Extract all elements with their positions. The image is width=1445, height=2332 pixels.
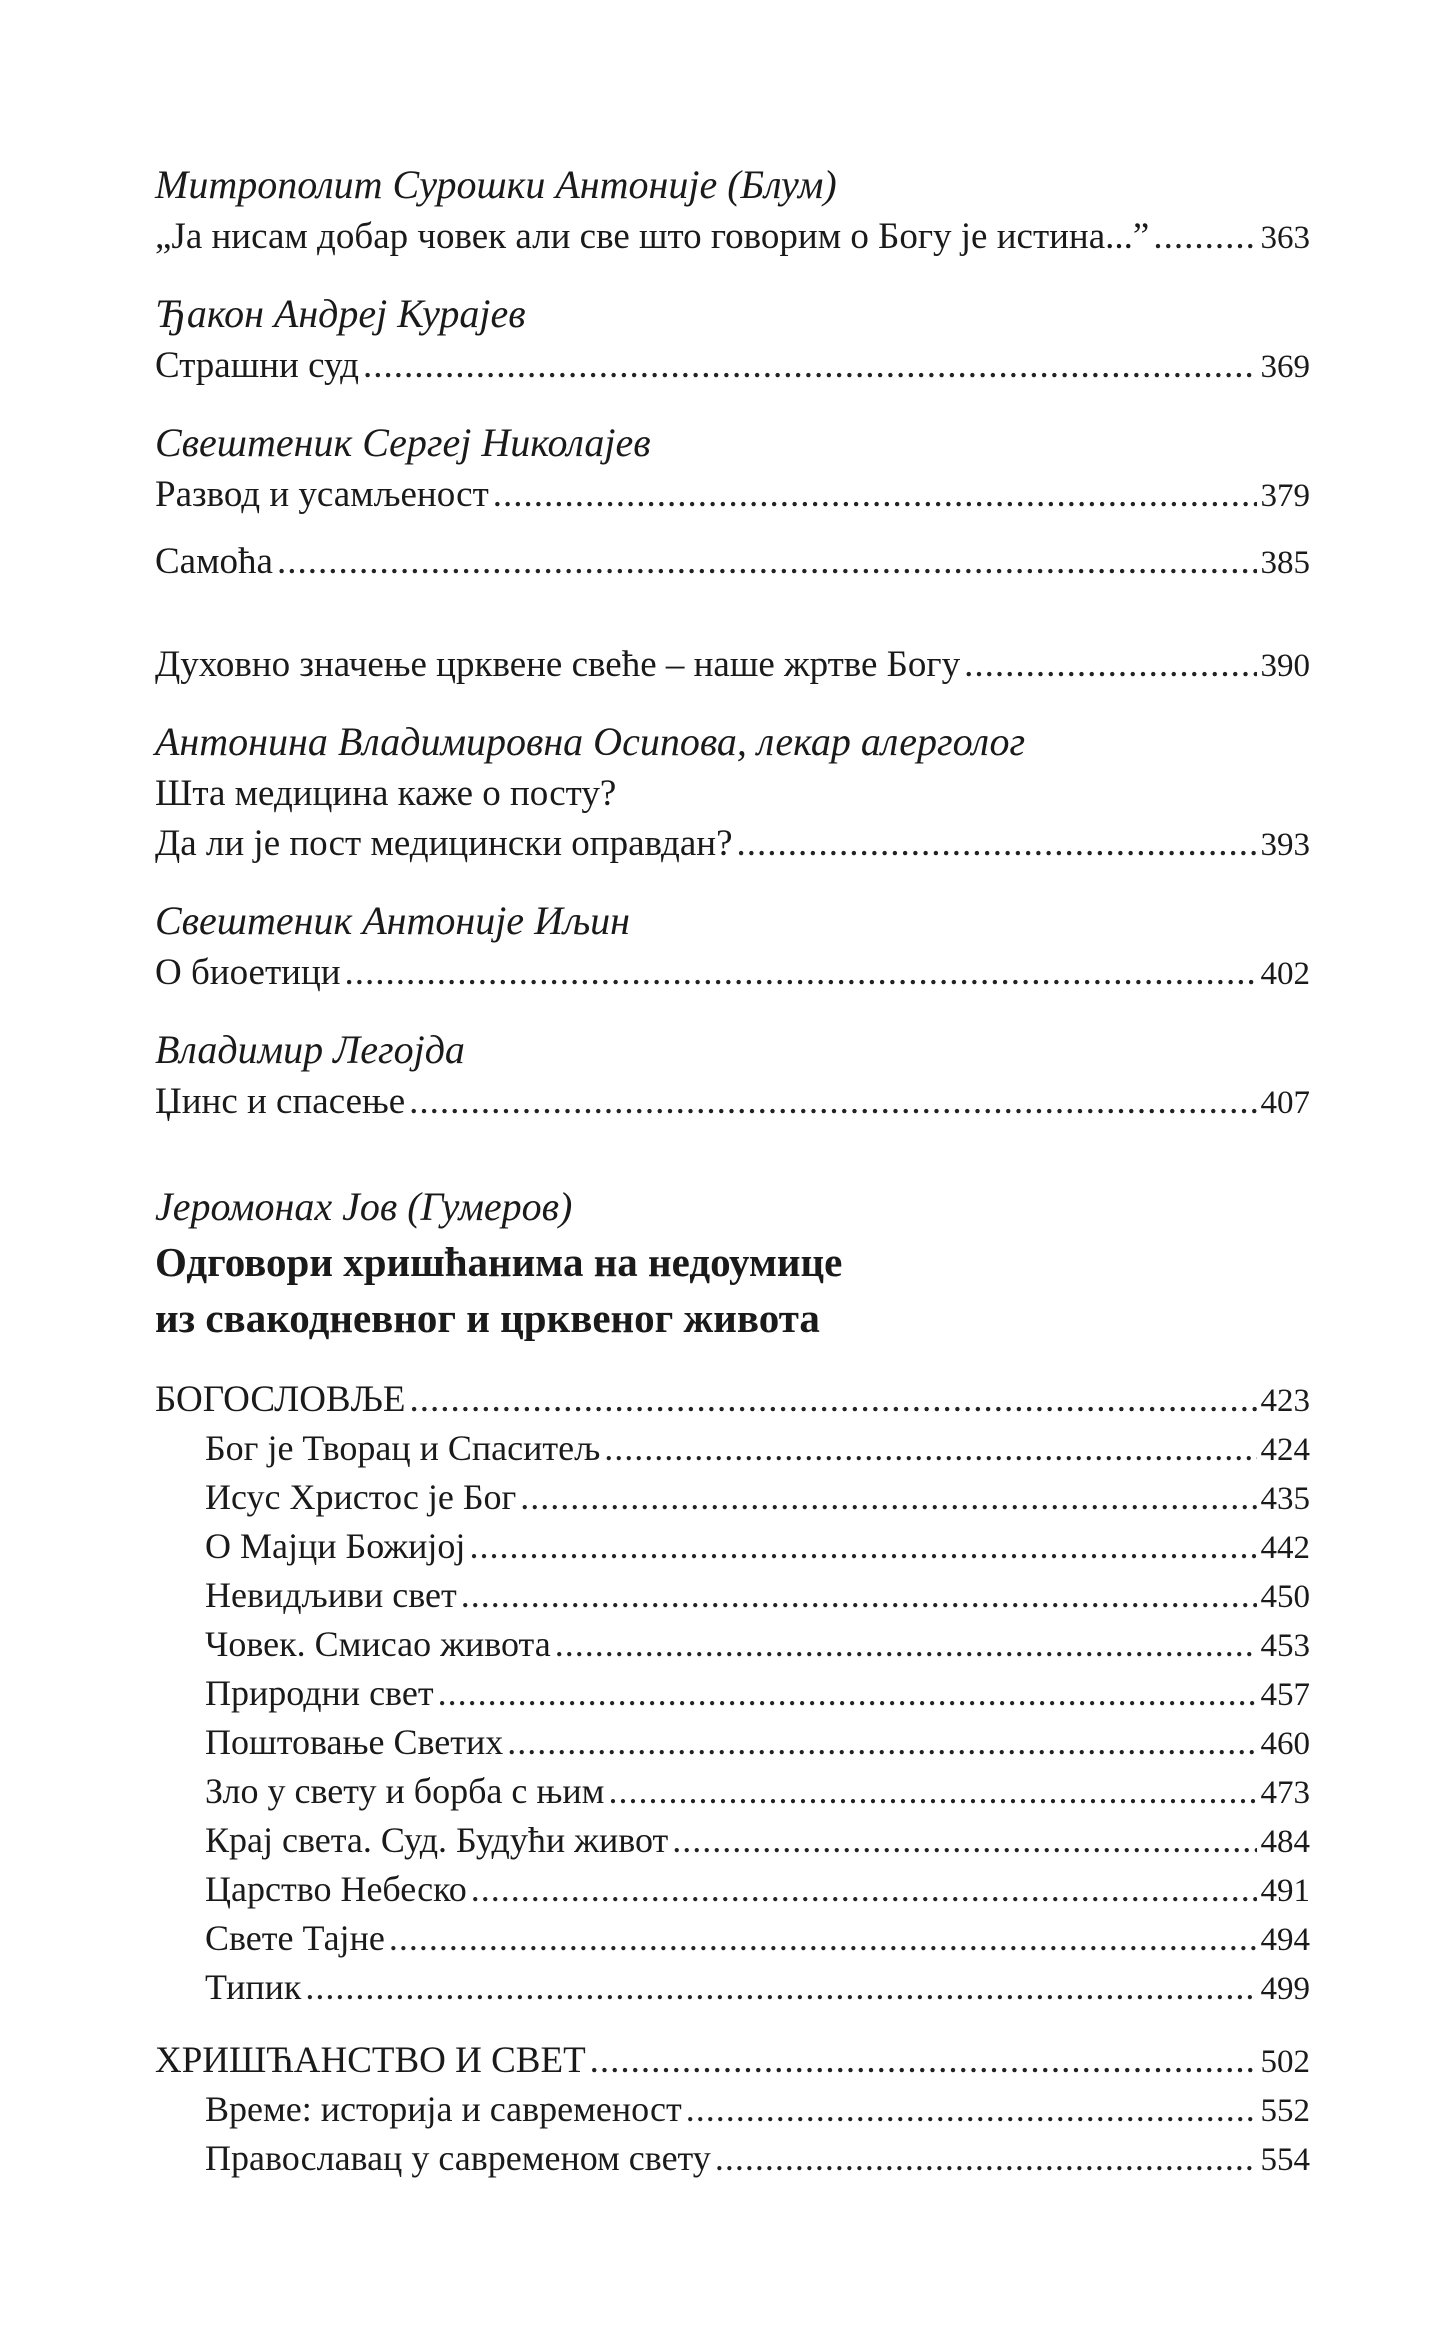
dot-leader: [438, 1670, 1257, 1717]
dot-leader: [590, 2037, 1257, 2085]
subsection-title: Царство Небеско: [205, 1869, 467, 1909]
section-line: [155, 2037, 1310, 2086]
book-title-line1: Одговори хришћанима на недоумице: [155, 1239, 843, 1285]
toc-entry: [155, 287, 1310, 392]
dot-leader: [608, 1768, 1256, 1815]
subsection-title: Типик: [205, 1967, 302, 2007]
entry-author: Свештеник Антоније Иљин: [155, 898, 630, 943]
dot-leader: [389, 1915, 1257, 1962]
entry-title: „Ја нисам добар човек али све што говорим о Богу је истина...”: [155, 216, 1150, 257]
section-line: [155, 1376, 1310, 1425]
page-number: 552: [1260, 2093, 1310, 2129]
page-number: 424: [1260, 1432, 1310, 1468]
page-number: 502: [1260, 2044, 1310, 2080]
page-number: 379: [1260, 478, 1310, 514]
subsection-title: Исус Христос је Бог: [205, 1477, 517, 1517]
dot-leader: [964, 640, 1256, 690]
page-number: 393: [1260, 827, 1310, 863]
entry-author: Митрополит Сурошки Антоније (Блум): [155, 162, 837, 207]
subsection-line: [155, 1621, 1310, 1670]
subsection-line: [155, 1866, 1310, 1915]
subsection-title: Поштовање Светих: [205, 1722, 504, 1762]
entry-title: Развод и усамљеност: [155, 474, 489, 515]
dot-leader: [715, 2135, 1257, 2182]
subsection-title: Крај света. Суд. Будући живот: [205, 1820, 669, 1860]
page-number: 491: [1260, 1873, 1310, 1909]
page-number: 442: [1260, 1530, 1310, 1566]
toc-line: [155, 212, 1310, 263]
dot-leader: [1153, 212, 1256, 262]
dot-leader: [409, 1376, 1256, 1424]
subsection-line: [155, 1719, 1310, 1768]
dot-leader: [555, 1621, 1257, 1668]
subsection-title: Бог је Творац и Спаситељ: [205, 1428, 601, 1468]
toc-line: [155, 341, 1310, 392]
table-of-contents: [155, 158, 1310, 2184]
book-block: [155, 1180, 1310, 1346]
page-number: 423: [1260, 1383, 1310, 1419]
subsection-line: [155, 1572, 1310, 1621]
dot-leader: [277, 537, 1257, 587]
page-number: 407: [1260, 1085, 1310, 1121]
page-number: 499: [1260, 1971, 1310, 2007]
subsection-line: [155, 1425, 1310, 1474]
entry-author: Свештеник Сергеј Николајев: [155, 420, 651, 465]
page-number: 435: [1260, 1481, 1310, 1517]
toc-line: [155, 769, 1310, 819]
subsection-line: [155, 2086, 1310, 2135]
subsection-line: [155, 2135, 1310, 2184]
toc-section: [155, 2037, 1310, 2184]
entry-title: Да ли је пост медицински оправдан?: [155, 823, 733, 864]
dot-leader: [493, 470, 1257, 520]
entry-author: Ђакон Андреј Курајев: [155, 291, 526, 336]
toc-entry: [155, 715, 1310, 870]
book-author: Јеромонах Јов (Гумеров): [155, 1184, 573, 1229]
toc-line: [155, 819, 1310, 870]
page-number: 402: [1260, 956, 1310, 992]
dot-leader: [507, 1719, 1256, 1766]
dot-leader: [686, 2086, 1257, 2133]
page-number: 450: [1260, 1579, 1310, 1615]
dot-leader: [363, 341, 1256, 391]
subsection-title: Православац у савременом свету: [205, 2138, 711, 2178]
page-number: 369: [1260, 349, 1310, 385]
toc-entry: [155, 158, 1310, 263]
dot-leader: [471, 1866, 1257, 1913]
toc-entry: [155, 1023, 1310, 1128]
subsection-line: [155, 1915, 1310, 1964]
subsection-line: [155, 1474, 1310, 1523]
dot-leader: [520, 1474, 1256, 1521]
toc-line: [155, 1077, 1310, 1128]
page-number: 385: [1260, 545, 1310, 581]
page-number: 363: [1260, 220, 1310, 256]
entry-title: Џинс и спасење: [155, 1081, 406, 1122]
subsection-title: Човек. Смисао живота: [205, 1624, 551, 1664]
dot-leader: [604, 1425, 1256, 1472]
dot-leader: [672, 1817, 1256, 1864]
entry-author: Владимир Легојда: [155, 1027, 465, 1072]
subsection-line: [155, 1670, 1310, 1719]
subsection-title: Невидљиви свет: [205, 1575, 457, 1615]
toc-line: [155, 640, 1310, 691]
entry-title-line1: Шта медицина каже о посту?: [155, 773, 617, 814]
entry-author: Антонина Владимировна Осипова, лекар алерголог: [155, 719, 1026, 764]
dot-leader: [409, 1077, 1256, 1127]
subsection-title: О Мајци Божијој: [205, 1526, 466, 1566]
page-number: 390: [1260, 648, 1310, 684]
toc-line: [155, 470, 1310, 521]
page-number: 473: [1260, 1775, 1310, 1811]
subsection-title: Свете Тајне: [205, 1918, 385, 1958]
subsection-line: [155, 1523, 1310, 1572]
subsection-line: [155, 1817, 1310, 1866]
subsection-title: Зло у свету и борба с њим: [205, 1771, 605, 1811]
page-number: 484: [1260, 1824, 1310, 1860]
entry-title: Страшни суд: [155, 345, 360, 386]
page-number: 453: [1260, 1628, 1310, 1664]
toc-line: [155, 948, 1310, 999]
dot-leader: [737, 819, 1257, 869]
entry-title: Духовно значење црквене свеће – наше жртве Богу: [155, 644, 961, 685]
dot-leader: [461, 1572, 1257, 1619]
toc-line: [155, 537, 1310, 588]
section-title: БОГОСЛОВЉЕ: [155, 1379, 406, 1420]
page-number: 554: [1260, 2142, 1310, 2178]
subsection-line: [155, 1768, 1310, 1817]
toc-section: [155, 1376, 1310, 2013]
book-title-line2: из свакодневног и црквеног живота: [155, 1295, 820, 1341]
toc-entry: [155, 894, 1310, 999]
entry-title: О биоетици: [155, 952, 341, 993]
page-number: 494: [1260, 1922, 1310, 1958]
entry-title: Самоћа: [155, 541, 273, 582]
section-title: ХРИШЋАНСТВО И СВЕТ: [155, 2040, 586, 2081]
subsection-title: Природни свет: [205, 1673, 434, 1713]
page-number: 457: [1260, 1677, 1310, 1713]
subsection-line: [155, 1964, 1310, 2013]
dot-leader: [345, 948, 1257, 998]
dot-leader: [305, 1964, 1256, 2011]
page-number: 460: [1260, 1726, 1310, 1762]
subsection-title: Време: историја и савременост: [205, 2089, 682, 2129]
toc-entry: [155, 416, 1310, 588]
toc-entry: [155, 640, 1310, 691]
dot-leader: [469, 1523, 1256, 1570]
